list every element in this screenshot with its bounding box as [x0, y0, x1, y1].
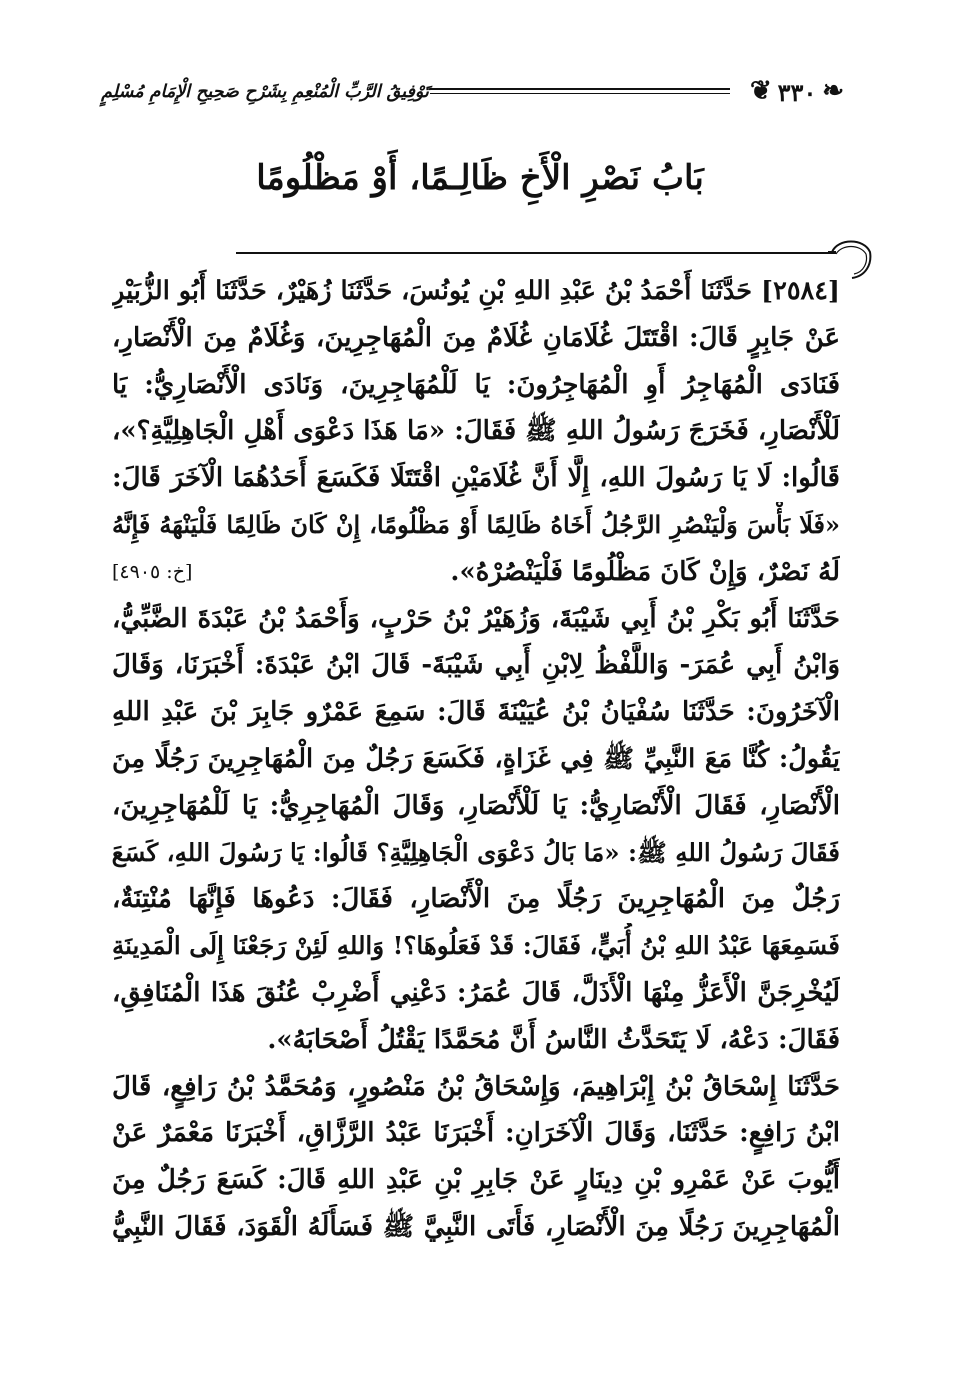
text-line: حَدَّثَنَا أَبُو بَكْرِ بْنُ أَبِي شَيْبَةَ، وَزُهَيْرُ بْنُ حَرْبٍ، وَأَحْمَدُ بْنُ عَبْدَةَ الضَّبِّيُّ، — [112, 603, 840, 634]
text-line: لَلْأَنْصَارِ، فَخَرَجَ رَسُولُ اللهِ ﷺ فَقَالَ: «مَا هَذَا دَعْوَى أَهْلِ الْجَاهِلِيَّةِ؟»، — [112, 416, 840, 447]
text-line: فَقَالَ رَسُولُ اللهِ ﷺ: «مَا بَالُ دَعْوَى الْجَاهِلِيَّةِ؟ قَالُوا: يَا رَسُولَ اللهِ، كَسَعَ — [112, 837, 840, 867]
text-line: لَهُ نَصْرٌ، وَإِنْ كَانَ مَظْلُومًا فَلْيَنْصُرْهُ». — [450, 556, 840, 587]
text-line: الْأَنْصَارِ، فَقَالَ الْأَنْصَارِيُّ: يَا لَلْأَنْصَارِ، وَقَالَ الْمُهَاجِرِيُّ: يَا لَلْمُهَاجِرِينَ، — [112, 790, 840, 821]
text-line: عَنْ جَابِرٍ قَالَ: اقْتَتَلَ غُلَامَانِ غُلَامٌ مِنَ الْمُهَاجِرِينَ، وَغُلَامٌ مِنَ الْأَنْصَارِ، — [112, 322, 840, 353]
text-line: فَسَمِعَهَا عَبْدُ اللهِ بْنُ أُبَيٍّ، فَقَالَ: قَدْ فَعَلُوهَا؟! وَاللهِ لَئِنْ رَجَعْنَا إِلَى الْمَدِينَةِ — [112, 931, 840, 961]
text-line: فَقَالَ: دَعْهُ، لَا يَتَحَدَّثُ النَّاسُ أَنَّ مُحَمَّدًا يَقْتُلُ أَصْحَابَهُ». — [267, 1024, 840, 1055]
hadith-reference: [خ: ٤٩٠٥] — [112, 560, 193, 583]
text-line: وَابْنُ أَبِي عُمَرَ- وَاللَّفْظُ لِابْنِ أَبِي شَيْبَةَ- قَالَ ابْنُ عَبْدَةَ: أَخْبَرَنَا، وَقَالَ — [112, 650, 840, 681]
section-rule — [236, 252, 836, 254]
text-line: لَيُخْرِجَنَّ الْأَعَزُّ مِنْهَا الْأَذَلَّ، قَالَ عُمَرُ: دَعْنِي أَضْرِبْ عُنُقَ هَذَا الْمُنَافِقِ، — [112, 977, 840, 1008]
hadith-text — [112, 268, 840, 1251]
book-title: تَوْفِيقُ الرَّبِّ الْمُنْعِمِ بِشَرْحِ صَحِيحِ الْإِمَامِ مُسْلِمٍ — [101, 82, 429, 102]
page-number-ornament — [750, 70, 844, 114]
text-line-with-reference — [112, 549, 840, 596]
text-line: [٢٥٨٤] حَدَّثَنَا أَحْمَدُ بْنُ عَبْدِ اللهِ بْنِ يُونُسَ، حَدَّثَنَا زُهَيْرٌ، حَدَّثَنَا أَبُو الزُّبَيْرِ — [112, 276, 840, 306]
text-line: فَنَادَى الْمُهَاجِرُ أَوِ الْمُهَاجِرُونَ: يَا لَلْمُهَاجِرِينَ، وَنَادَى الْأَنْصَارِيُّ: يَا — [112, 369, 840, 400]
text-line: حَدَّثَنَا إِسْحَاقُ بْنُ إِبْرَاهِيمَ، وَإِسْحَاقُ بْنُ مَنْصُورٍ، وَمُحَمَّدُ بْنُ رَافِعٍ، قَالَ — [112, 1071, 840, 1102]
ornament-left-icon: ❦ — [750, 76, 772, 106]
header-rule — [430, 88, 730, 94]
chapter-title: بَابُ نَصْرِ الْأَخِ ظَالِـمًا، أَوْ مَظْلُومًا — [256, 158, 704, 198]
text-line: يَقُولُ: كُنَّا مَعَ النَّبِيِّ ﷺ فِي غَزَاةٍ، فَكَسَعَ رَجُلٌ مِنَ الْمُهَاجِرِينَ رَجُلًا مِنَ — [112, 743, 840, 774]
page-header — [100, 58, 860, 128]
page-number: ٣٣٠ — [777, 77, 817, 107]
text-line: «فَلَا بَأْسَ وَلْيَنْصُرِ الرَّجُلُ أَخَاهُ ظَالِمًا أَوْ مَظْلُومًا، إِنْ كَانَ ظَالِمًا فَلْيَنْهَهُ فَإِنَّهُ — [112, 509, 840, 539]
text-line: ابْنُ رَافِعٍ: حَدَّثَنَا، وَقَالَ الْآخَرَانِ: أَخْبَرَنَا عَبْدُ الرَّزَّاقِ، أَخْبَرَنَا مَعْمَرٌ عَنْ — [112, 1118, 840, 1149]
text-line: رَجُلٌ مِنَ الْمُهَاجِرِينَ رَجُلًا مِنَ الْأَنْصَارِ، فَقَالَ: دَعُوهَا فَإِنَّهَا مُنْتِنَةٌ، — [112, 884, 840, 915]
text-line: الْآخَرُونَ: حَدَّثَنَا سُفْيَانُ بْنُ عُيَيْنَةَ قَالَ: سَمِعَ عَمْرٌو جَابِرَ بْنَ عَبْدِ اللهِ — [112, 697, 840, 728]
ornament-right-icon: ❧ — [822, 76, 844, 106]
text-line: الْمُهَاجِرِينَ رَجُلًا مِنَ الْأَنْصَارِ، فَأَتَى النَّبِيَّ ﷺ فَسَأَلَهُ الْقَوَدَ، فَقَالَ النَّبِيُّ — [112, 1211, 840, 1242]
text-line: أَيُّوبَ عَنْ عَمْرِو بْنِ دِينَارٍ عَنْ جَابِرِ بْنِ عَبْدِ اللهِ قَالَ: كَسَعَ رَجُلٌ مِنَ — [112, 1165, 840, 1196]
text-line: قَالُوا: لَا يَا رَسُولَ اللهِ، إِلَّا أَنَّ غُلَامَيْنِ اقْتَتَلَا فَكَسَعَ أَحَدُهُمَا الْآخَرَ قَالَ: — [112, 463, 840, 494]
